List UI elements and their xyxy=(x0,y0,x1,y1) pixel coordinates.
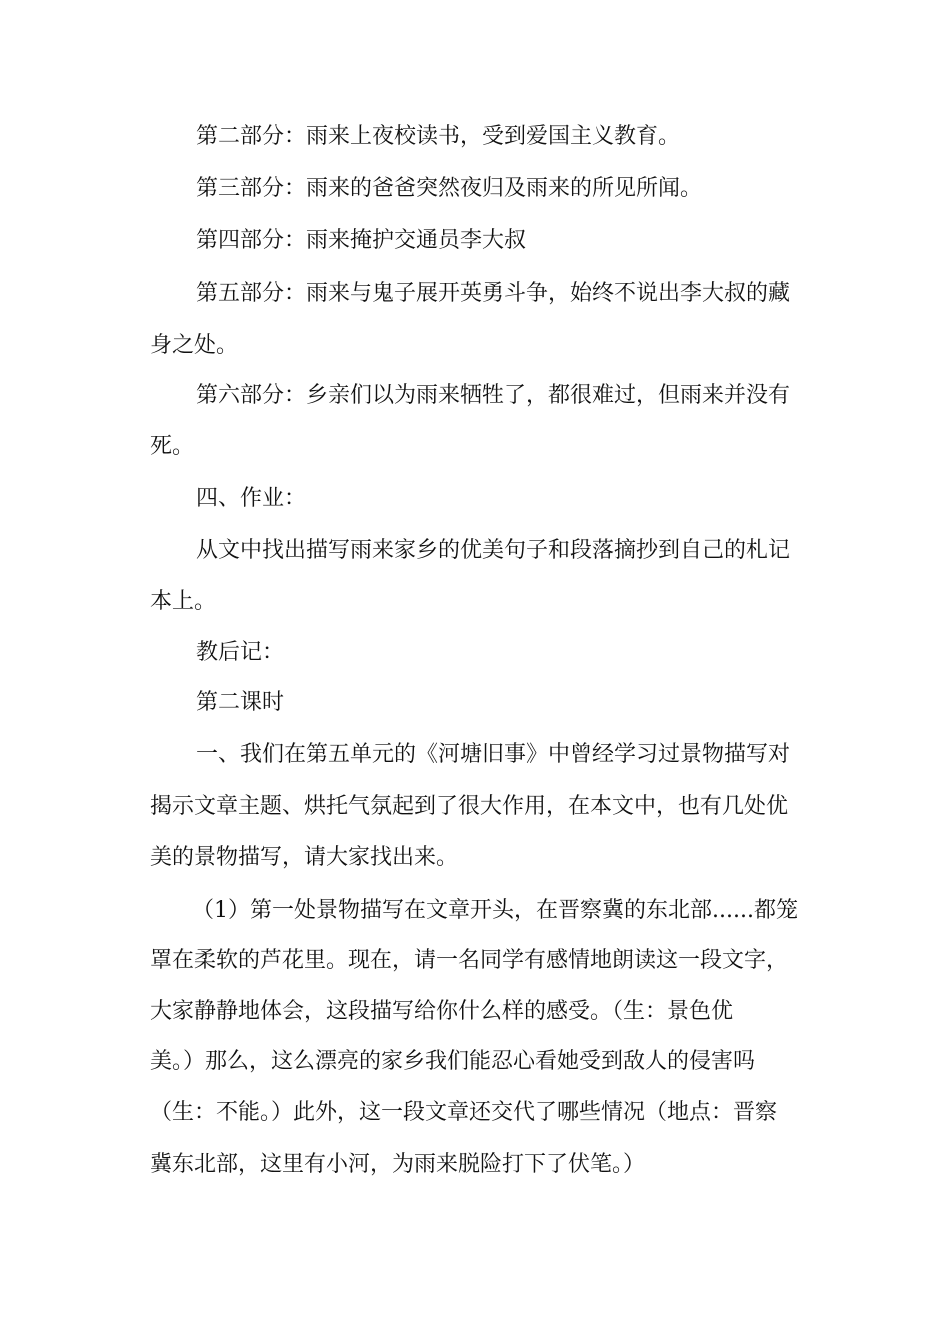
paragraph-section-one-line-2: 揭示文章主题、烘托气氛起到了很大作用，在本文中，也有几处优 xyxy=(150,794,789,819)
paragraph-part-four: 第四部分：雨来掩护交通员李大叔 xyxy=(196,228,527,253)
heading-homework: 四、作业： xyxy=(196,486,307,511)
paragraph-part-six-line-2: 死。 xyxy=(150,434,195,459)
paragraph-part-two: 第二部分：雨来上夜校读书，受到爱国主义教育。 xyxy=(196,124,681,149)
paragraph-part-six-line-1: 第六部分：乡亲们以为雨来牺牲了，都很难过，但雨来并没有 xyxy=(196,383,791,408)
paragraph-item-one-line-4: 美。）那么，这么漂亮的家乡我们能忍心看她受到敌人的侵害吗 xyxy=(150,1049,756,1074)
paragraph-part-five-line-1: 第五部分：雨来与鬼子展开英勇斗争，始终不说出李大叔的藏 xyxy=(196,281,791,306)
paragraph-homework-line-1: 从文中找出描写雨来家乡的优美句子和段落摘抄到自己的札记 xyxy=(196,538,791,563)
paragraph-section-one-line-1: 一、我们在第五单元的《河塘旧事》中曾经学习过景物描写对 xyxy=(196,742,791,767)
paragraph-part-five-line-2: 身之处。 xyxy=(150,333,239,358)
heading-post-class-notes: 教后记： xyxy=(196,640,285,665)
paragraph-item-one-line-2: 罩在柔软的芦花里。现在，请一名同学有感情地朗读这一段文字， xyxy=(150,948,789,973)
heading-second-lesson: 第二课时 xyxy=(196,690,285,715)
paragraph-item-one-line-6: 冀东北部，这里有小河，为雨来脱险打下了伏笔。） xyxy=(150,1152,646,1177)
paragraph-item-one-line-5: （生：不能。）此外，这一段文章还交代了哪些情况（地点：晋察 xyxy=(150,1100,778,1125)
paragraph-part-three: 第三部分：雨来的爸爸突然夜归及雨来的所见所闻。 xyxy=(196,176,703,201)
paragraph-item-one-line-3: 大家静静地体会，这段描写给你什么样的感受。（生：景色优 xyxy=(150,999,734,1024)
paragraph-item-one-line-1: （1）第一处景物描写在文章开头，在晋察冀的东北部......都笼 xyxy=(192,898,798,923)
paragraph-section-one-line-3: 美的景物描写，请大家找出来。 xyxy=(150,845,459,870)
paragraph-homework-line-2: 本上。 xyxy=(150,589,217,614)
